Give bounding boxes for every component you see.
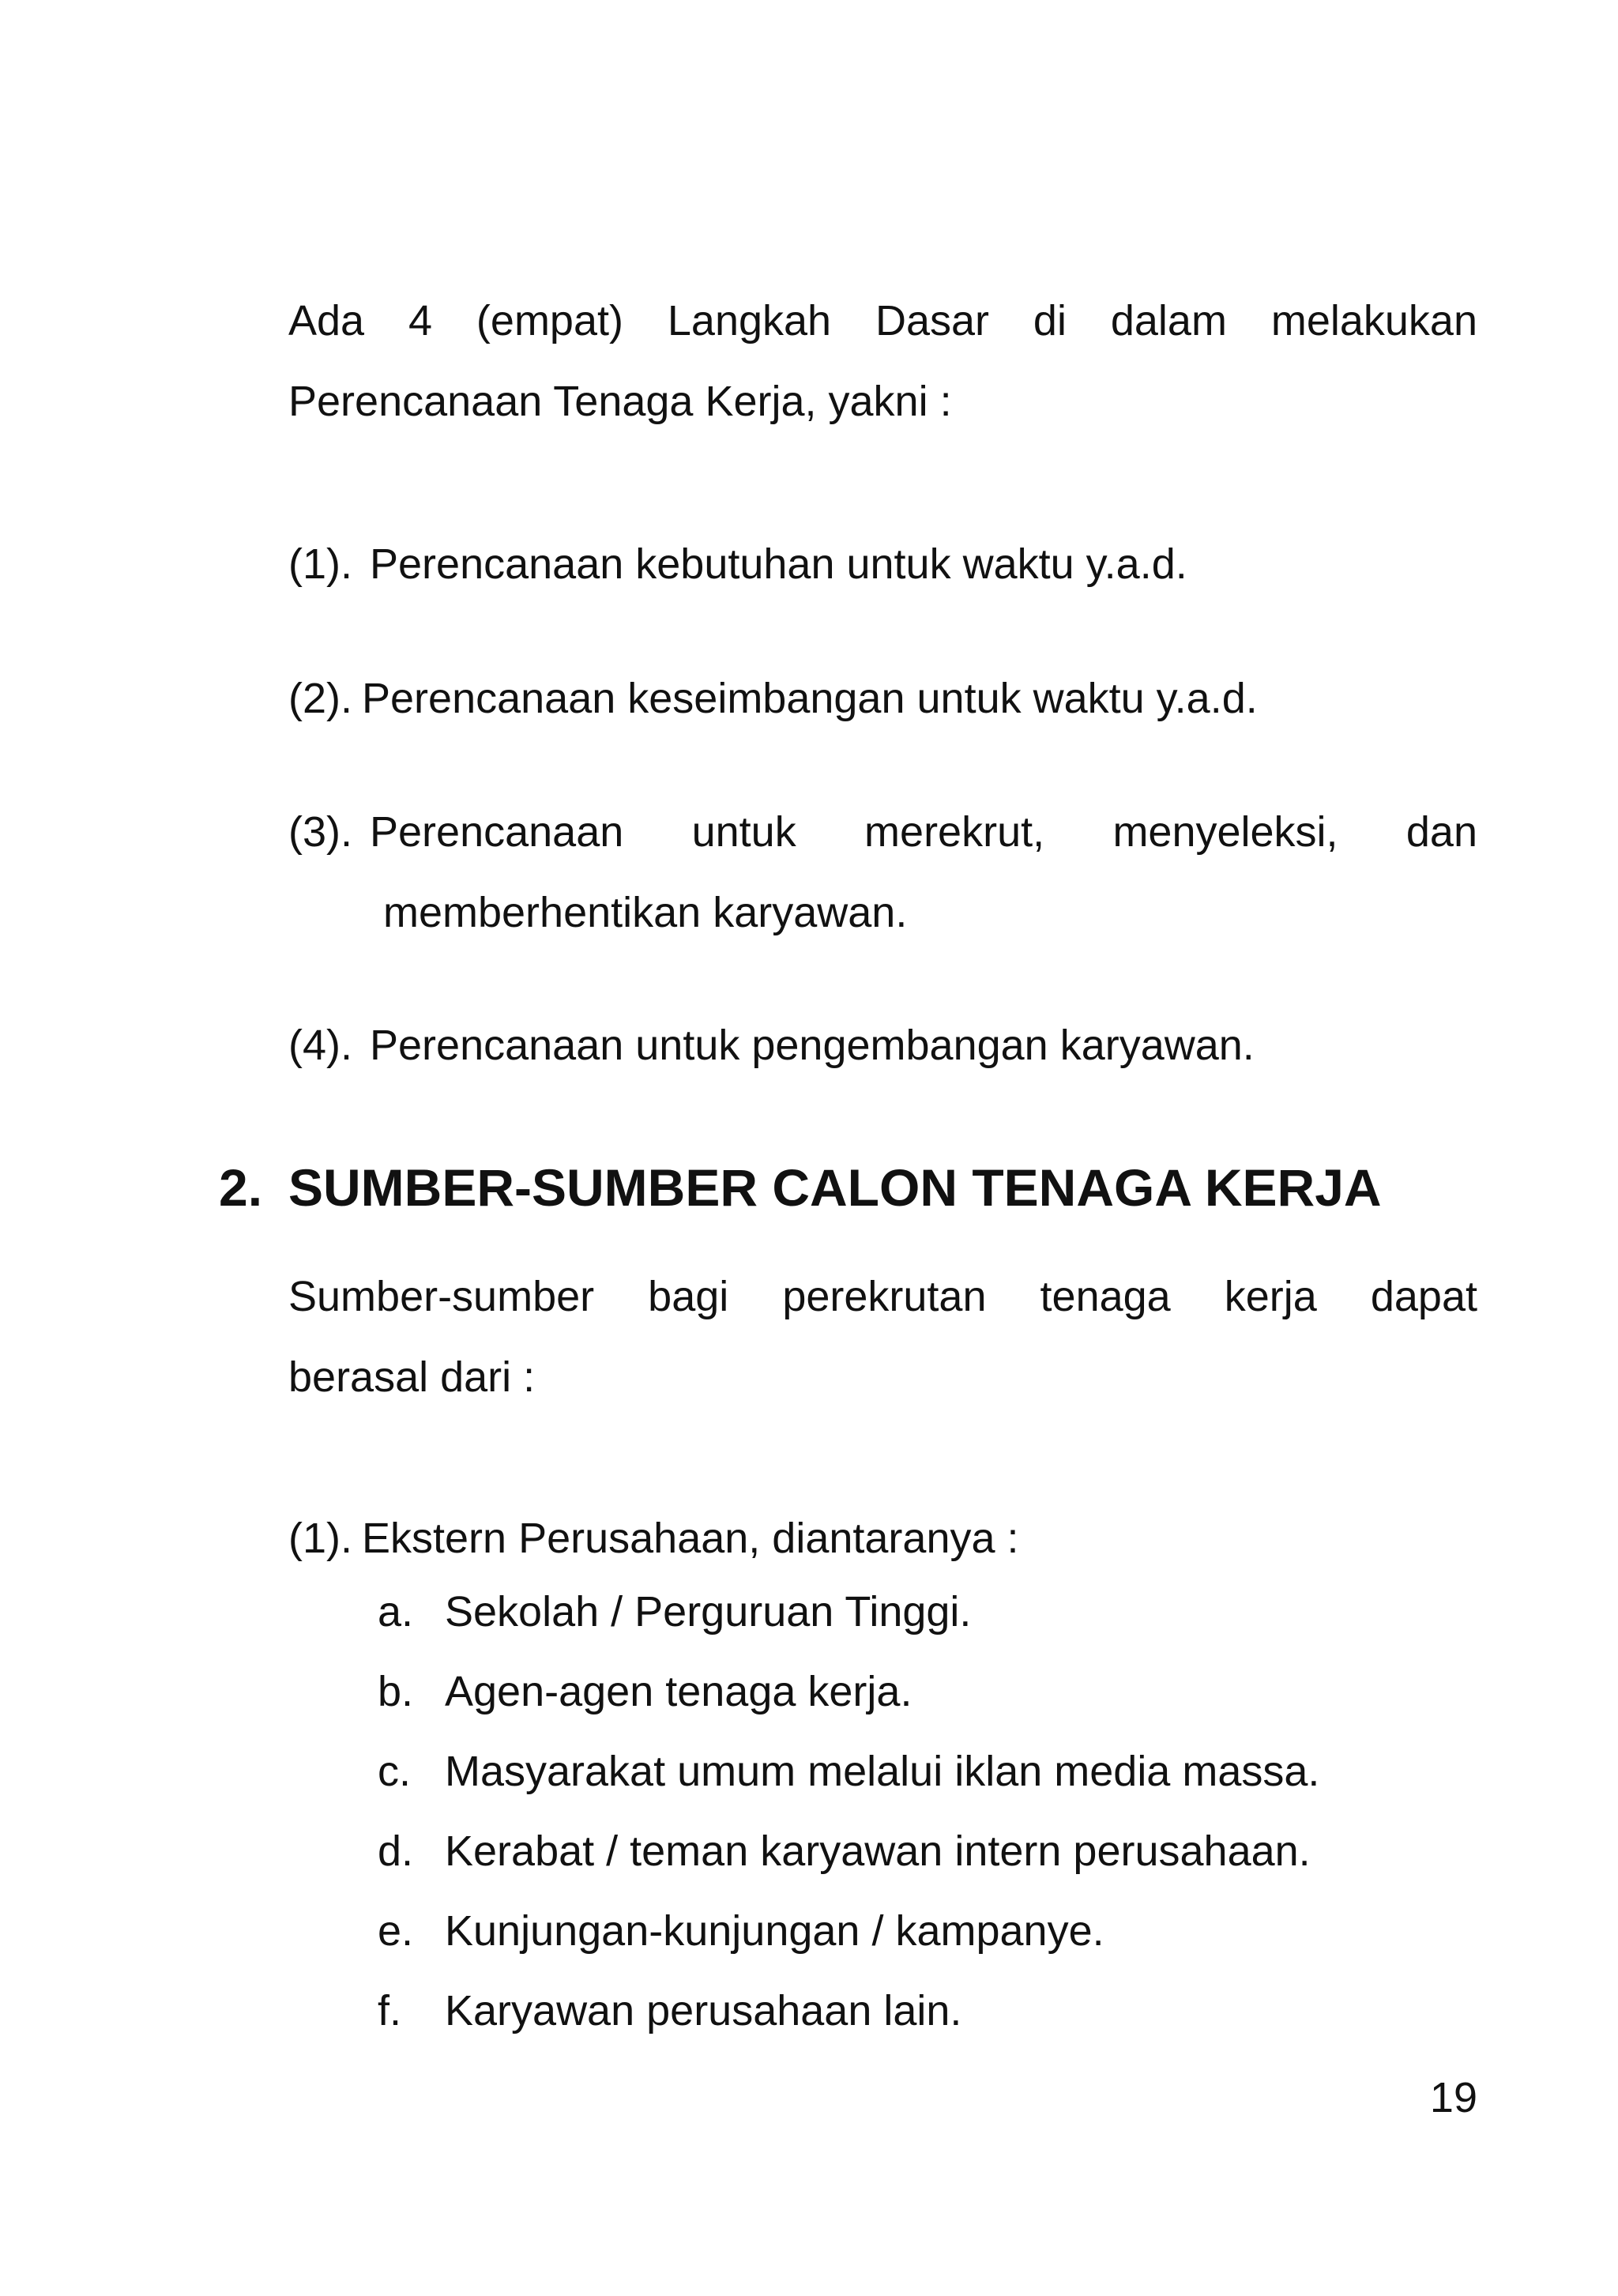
list-item [378, 1572, 1319, 1652]
step-text: Perencanaan untuk merekrut, menyeleksi, dan [370, 808, 1477, 856]
list-letter: d. [378, 1827, 414, 1875]
list-item [378, 1732, 1319, 1812]
list-text: Masyarakat umum melalui iklan media massa. [445, 1748, 1320, 1795]
section-heading [219, 1152, 1382, 1223]
source-item-1 [288, 1498, 1477, 1579]
source-sublist [378, 1572, 1319, 2051]
list-text: Sekolah / Perguruan Tinggi. [445, 1588, 972, 1635]
page-number: 19 [1429, 2074, 1477, 2121]
list-item [378, 1971, 1319, 2051]
list-item [378, 1812, 1319, 1891]
step-number: (4). [288, 1022, 352, 1069]
step-item-4 [288, 1005, 1477, 1086]
list-letter: e. [378, 1907, 414, 1955]
source-number: (1). [288, 1515, 352, 1562]
intro-line-1: Ada 4 (empat) Langkah Dasar di dalam melakukan [288, 297, 1477, 344]
list-text: Agen-agen tenaga kerja. [445, 1668, 912, 1715]
step-text: Perencanaan untuk pengembangan karyawan. [370, 1022, 1255, 1069]
list-text: Karyawan perusahaan lain. [445, 1987, 962, 2034]
section-number: 2. [219, 1158, 263, 1217]
section-title: SUMBER-SUMBER CALON TENAGA KERJA [288, 1158, 1382, 1217]
list-letter: a. [378, 1588, 414, 1635]
step-number: (1). [288, 540, 352, 588]
section-para-line-2: berasal dari : [288, 1353, 536, 1401]
step-text-continued: memberhentikan karyawan. [383, 889, 908, 936]
section-paragraph [288, 1256, 1477, 1417]
step-number: (2). [288, 675, 352, 722]
list-text: Kunjungan-kunjungan / kampanye. [445, 1907, 1104, 1955]
source-label: Ekstern Perusahaan, diantaranya : [362, 1515, 1019, 1562]
step-text: Perencanaan kebutuhan untuk waktu y.a.d. [370, 540, 1187, 588]
step-number: (3). [288, 808, 352, 856]
intro-paragraph [288, 280, 1477, 442]
intro-line-2: Perencanaan Tenaga Kerja, yakni : [288, 378, 952, 425]
list-letter: f. [378, 1987, 402, 2034]
step-item-3 [288, 792, 1477, 953]
list-item [378, 1891, 1319, 1971]
list-letter: b. [378, 1668, 414, 1715]
list-item [378, 1652, 1319, 1732]
list-text: Kerabat / teman karyawan intern perusahaan. [445, 1827, 1311, 1875]
section-para-line-1: Sumber-sumber bagi perekrutan tenaga kerja dapat [288, 1273, 1477, 1320]
step-text: Perencanaan keseimbangan untuk waktu y.a.d. [362, 675, 1258, 722]
step-item-2 [288, 658, 1477, 739]
step-item-1 [288, 524, 1477, 604]
list-letter: c. [378, 1748, 412, 1795]
